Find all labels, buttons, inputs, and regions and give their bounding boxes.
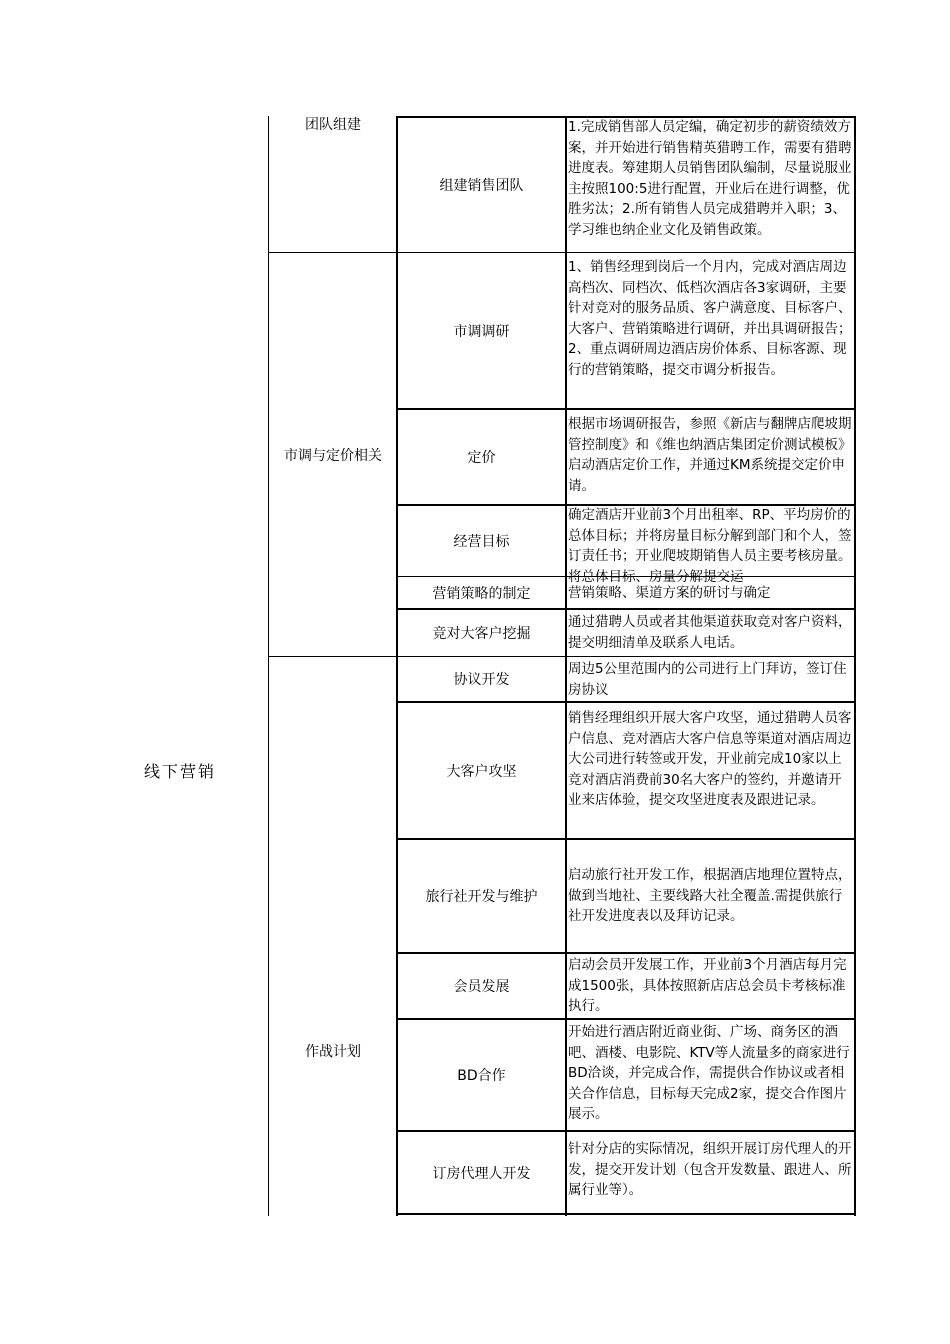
- task-label: 经营目标: [453, 534, 510, 550]
- task-label: 竞对大客户挖掘: [432, 626, 531, 642]
- task-description: 确定酒店开业前3个月出租率、RP、平均房价的总体目标；并将房量目标分解到部门和个人，签订责任书；开业爬坡期销售人员主要考核房量。将总体目标、房量分解提交运: [568, 507, 852, 585]
- task-label: 组建销售团队: [439, 178, 524, 194]
- group-label-battle-plan: 作战计划: [305, 1044, 361, 1060]
- task-description: 开始进行酒店附近商业街、广场、商务区的酒吧、酒楼、电影院、KTV等人流量多的商家进行BD洽谈，并完成合作，需提供合作协议或者相关合作信息，目标每天完成2家，提交合作图片展示。: [568, 1024, 850, 1122]
- task-label: 订房代理人开发: [432, 1165, 531, 1182]
- task-description: 周边5公里范围内的公司进行上门拜访，签订住房协议: [568, 661, 847, 698]
- task-description: 1、销售经理到岗后一个月内，完成对酒店周边高档次、同档次、低档次酒店各3家调研，主要针对竞对的服务品质、客户满意度、目标客户、大客户、营销策略进行调研，并出具调研报告；2、重点调研周边酒店房价体系、目标客源、现行的营销策略，提交市调分析报告。: [568, 259, 852, 378]
- main-category-label: 线下营销: [143, 761, 216, 781]
- task-description: 针对分店的实际情况，组织开展订房代理人的开发，提交开发计划（包含开发数量、跟进人、所属行业等）。: [568, 1141, 852, 1198]
- group-label-team: 团队组建: [305, 117, 361, 133]
- divider: [396, 1213, 856, 1215]
- task-description: 根据市场调研报告，参照《新店与翻牌店爬坡期管控制度》和《维也纳酒店集团定价测试模板》启动酒店定价工作，并通过KM系统提交定价申请。: [568, 416, 852, 494]
- divider: [565, 116, 567, 1216]
- task-description: 销售经理组织开展大客户攻坚，通过猎聘人员客户信息、竞对酒店大客户信息等渠道对酒店周边大公司进行转签或开发，开业前完成10家以上竞对酒店消费前30名大客户的签约，并邀请开业来店体验，提交攻坚进度表及跟进记录。: [568, 710, 852, 808]
- task-description: 通过猎聘人员或者其他渠道获取竞对客户资料，提交明细清单及联系人电话。: [568, 614, 852, 651]
- task-label: BD合作: [457, 1068, 506, 1084]
- task-description: 1.完成销售部人员定编，确定初步的薪资绩效方案，并开始进行销售精英猎聘工作，需要有猎聘进度表。筹建期人员销售团队编制，尽量说服业主按照100:5进行配置，开业后在进行调整，优胜劣汰；2.所有销售人员完成猎聘并入职；3、学习维也纳企业文化及销售政策。: [568, 119, 852, 238]
- task-label: 协议开发: [453, 672, 510, 688]
- task-label: 会员发展: [453, 979, 510, 995]
- divider: [268, 116, 269, 1216]
- task-label: 旅行社开发与维护: [425, 889, 538, 905]
- task-label: 大客户攻坚: [446, 763, 517, 780]
- group-label-research: 市调与定价相关: [284, 448, 382, 464]
- task-description: 启动会员开发展工作，开业前3个月酒店每月完成1500张，具体按照新店店总会员卡考核标准执行。: [568, 957, 847, 1014]
- task-label: 营销策略的制定: [432, 585, 531, 602]
- task-description: 启动旅行社开发工作，根据酒店地理位置特点，做到当地社、主要线路大社全覆盖.需提供旅行社开发进度表以及拜访记录。: [568, 867, 852, 924]
- divider: [854, 116, 856, 1216]
- task-label: 市调调研: [453, 323, 510, 340]
- task-label: 定价: [467, 450, 496, 466]
- task-description: 营销策略、渠道方案的研讨与确定: [568, 585, 771, 601]
